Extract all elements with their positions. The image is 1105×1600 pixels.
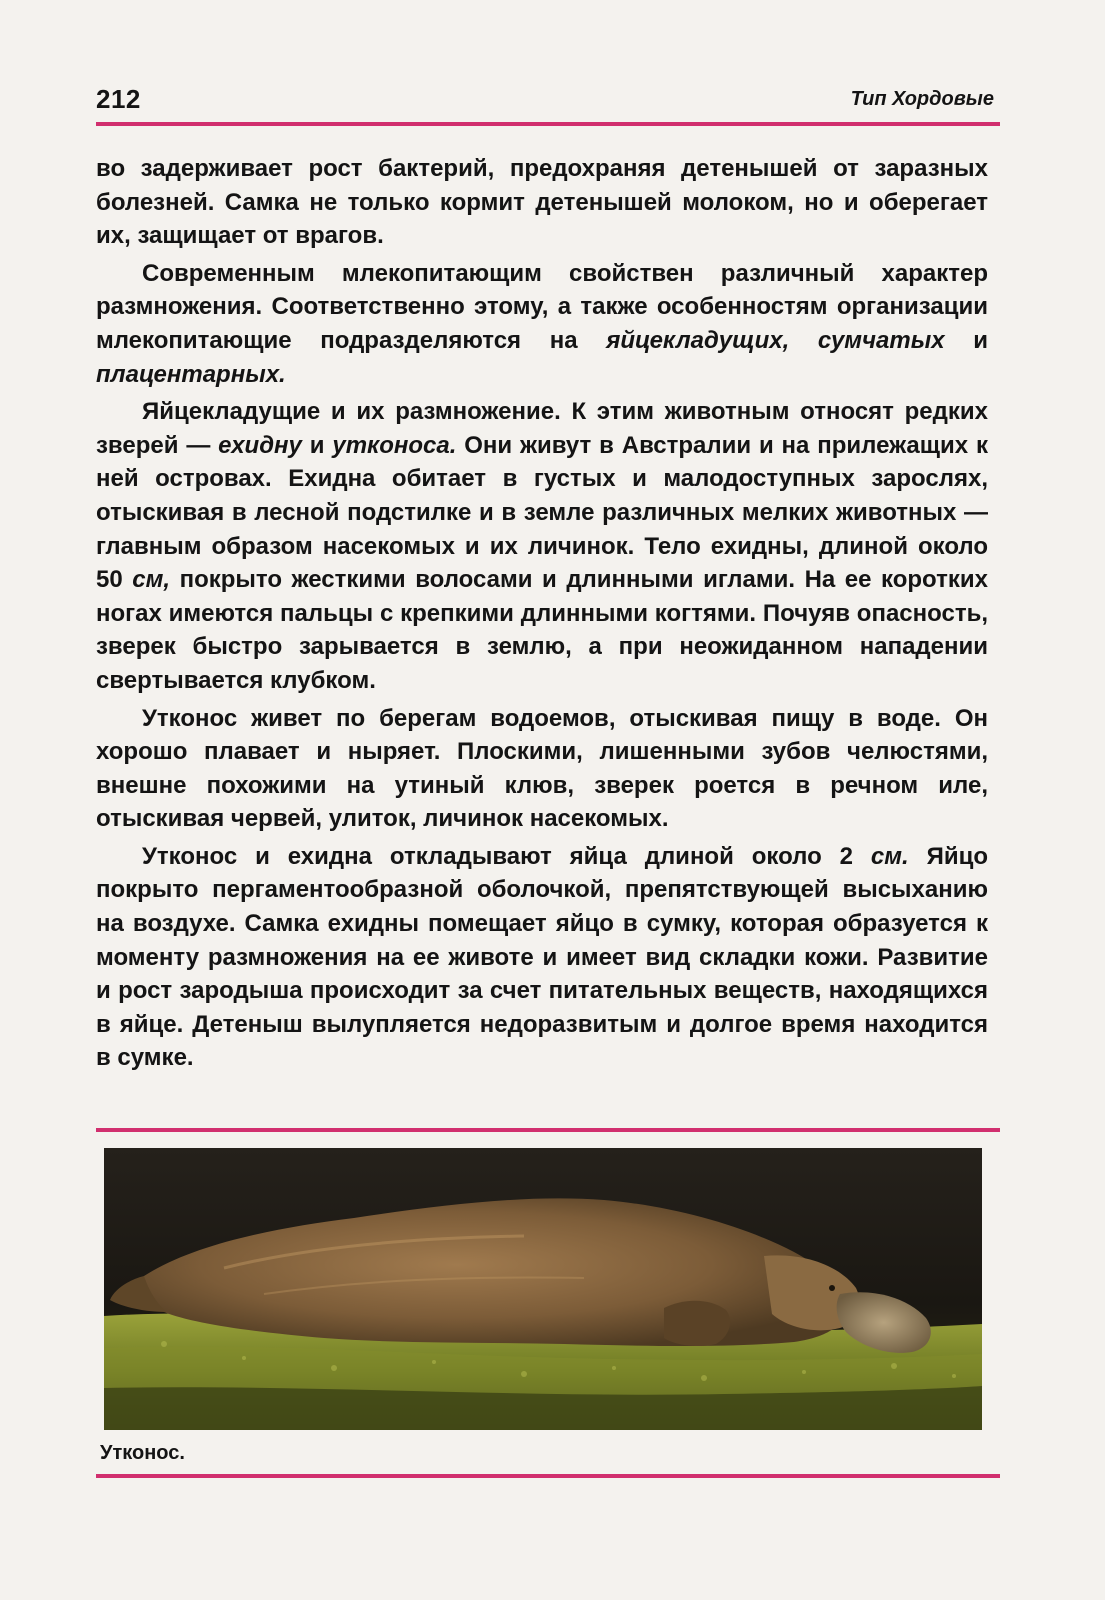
page-header xyxy=(96,82,1000,126)
paragraph-2: Современным млекопитающим свойствен различный характер размножения. Соответственно этому, а также особенностям организации млекопитающие подразделяются на яйцекладущих, сумчатых и плацентарных. xyxy=(96,259,988,388)
paragraph-3: Яйцекладущие и их размножение. К этим животным относят редких зверей — ехидну и утконоса. Они живут в Австралии и на прилежащих к ней островах. Ехидна обитает в густых и малодоступных зарослях, отыскивая в лесной подстилке и в земле различных мелких животных — главным образом насекомых и их личинок. Тело ехидны, длиной около 50 см, покрыто жесткими волосами и длинными иглами. На ее коротких ногах имеются пальцы с крепкими длинными когтями. Почуяв опасность, зверек быстро зарывается в землю, а при неожиданном нападении свертывается клубком. xyxy=(96,398,988,694)
body-text xyxy=(96,152,988,1079)
running-head: Тип Хордовые xyxy=(850,88,994,110)
header-rule xyxy=(96,122,1000,126)
section-run-in-heading: Яйцекладущие и их размножение. xyxy=(142,398,561,426)
page-number: 212 xyxy=(96,84,141,114)
platypus-photo xyxy=(104,1148,982,1430)
figure-caption: Утконос. xyxy=(100,1442,185,1464)
figure-top-rule xyxy=(96,1128,1000,1132)
paragraph-5: Утконос и ехидна откладывают яйца длиной около 2 см. Яйцо покрыто пергаментообразной оболочкой, препятствующей высыханию на воздухе. Самка ехидны помещает яйцо в сумку, которая образуется к моменту размножения на ее животе и имеет вид складки кожи. Развитие и рост зародыша происходит за счет питательных веществ, находящихся в яйце. Детеныш вылупляется недоразвитым и долгое время находится в сумке. xyxy=(96,842,988,1072)
paragraph-1: во задерживает рост бактерий, предохраняя детенышей от заразных болезней. Самка не только кормит детенышей молоком, но и оберегает их, защищает от врагов. xyxy=(96,155,988,250)
platypus-illustration xyxy=(104,1148,982,1430)
figure-bottom-rule xyxy=(96,1474,1000,1478)
paragraph-4: Утконос живет по берегам водоемов, отыскивая пищу в воде. Он хорошо плавает и ныряет. Плоскими, лишенными зубов челюстями, внешне похожими на утиный клюв, зверек роется в речном иле, отыскивая червей, улиток, личинок насекомых. xyxy=(96,704,988,833)
